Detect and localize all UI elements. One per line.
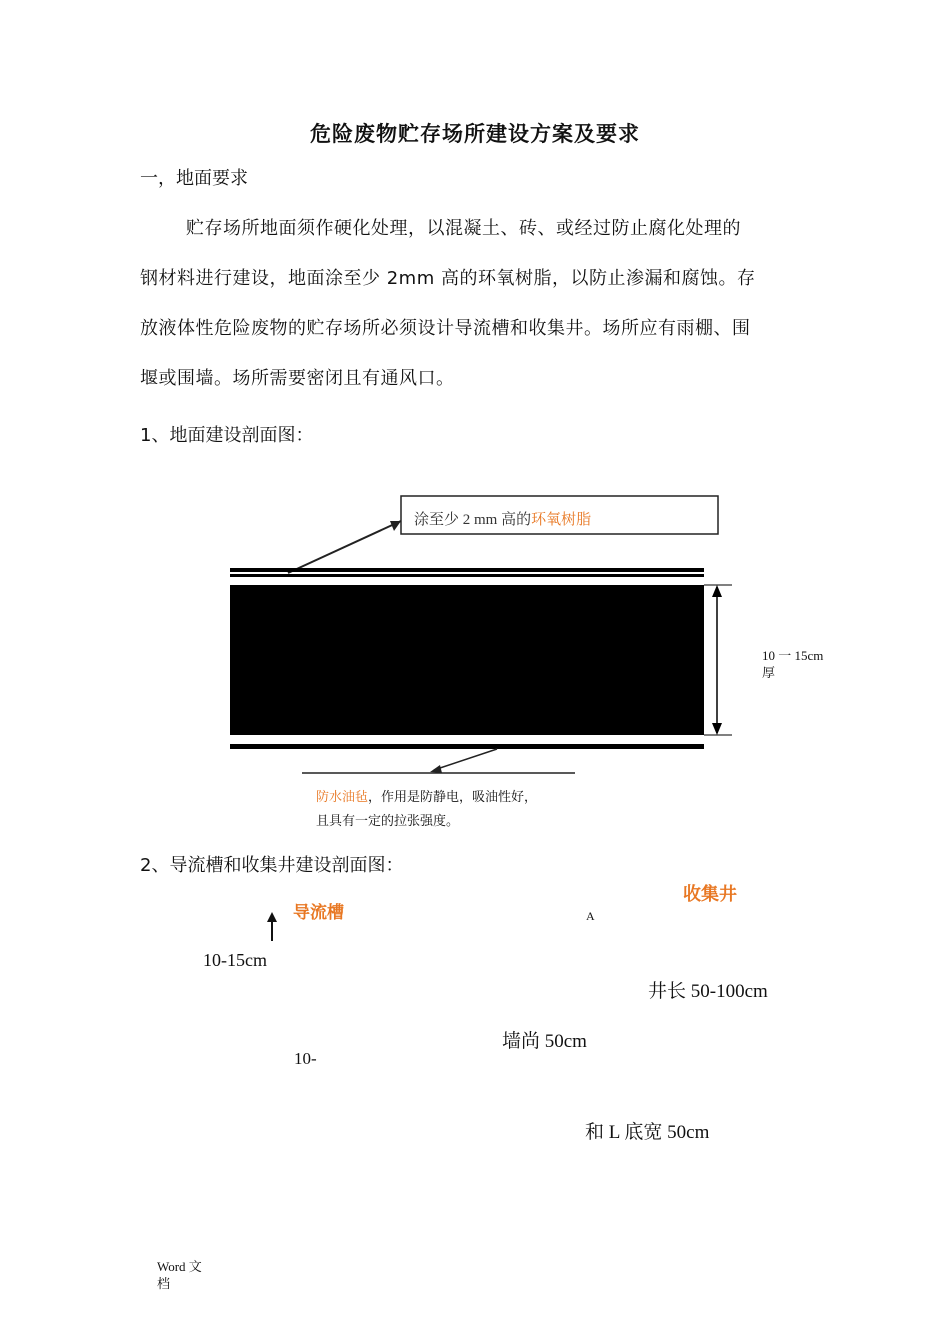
felt-highlight: 防水油毡 bbox=[316, 790, 369, 805]
thickness-label-line2: 厚 bbox=[762, 665, 776, 680]
felt-pointer-arrow bbox=[434, 749, 497, 770]
trench-label bbox=[293, 898, 344, 923]
thickness-arrow-down bbox=[712, 723, 722, 735]
footer-line-2: 档 bbox=[157, 1276, 171, 1291]
epoxy-label-text: 涂至少 2 mm 高的 bbox=[414, 512, 532, 528]
section-heading-ground: 一，地面要求 bbox=[140, 168, 248, 189]
trench-up-arrow bbox=[262, 910, 282, 944]
epoxy-layer-bottom bbox=[230, 574, 704, 577]
marker-a: A bbox=[586, 909, 595, 923]
subheading-ground-section: 1、地面建设剖面图： bbox=[140, 425, 314, 446]
thickness-arrow-up bbox=[712, 585, 722, 597]
paragraph-line-3: 放液体性危险废物的贮存场所必须设计导流槽和收集井。场所应有雨棚、围 bbox=[140, 318, 751, 339]
felt-label bbox=[316, 786, 537, 805]
well-label: 收集井 bbox=[683, 884, 737, 905]
footer-line-1: Word 文 bbox=[157, 1259, 202, 1274]
felt-label-line2 bbox=[316, 809, 460, 829]
depth-label-2 bbox=[294, 1049, 317, 1068]
paragraph-line-2: 钢材料进行建设，地面涂至少 2mm 高的环氧树脂，以防止渗漏和腐蚀。存 bbox=[140, 268, 756, 289]
paragraph-line-1: 贮存场所地面须作硬化处理，以混凝土、砖、或经过防止腐化处理的 bbox=[186, 218, 741, 239]
subheading-trench-well-section: 2、导流槽和收集井建设剖面图： bbox=[140, 855, 404, 876]
depth-label bbox=[203, 950, 267, 969]
felt-arrowhead bbox=[430, 765, 442, 773]
depth-label-text: 10-15cm bbox=[203, 950, 267, 970]
felt-label-line2-text: 且具有一定的拉张强度。 bbox=[316, 814, 460, 829]
concrete-slab bbox=[230, 585, 704, 735]
wall-height-label: 墙尚 50cm bbox=[502, 1031, 587, 1052]
depth-label-2-text: 10- bbox=[294, 1049, 317, 1068]
well-length-label: 井长 50-100cm bbox=[648, 981, 768, 1002]
felt-layer bbox=[230, 744, 704, 749]
epoxy-label bbox=[414, 508, 591, 529]
paragraph-line-4: 堰或围墙。场所需要密闭且有通风口。 bbox=[140, 368, 455, 389]
bottom-width-label: 和 L 底宽 50cm bbox=[585, 1122, 710, 1143]
epoxy-pointer-arrow bbox=[288, 521, 401, 573]
epoxy-highlight: 环氧树脂 bbox=[531, 512, 592, 528]
felt-description: ，作用是防静电，吸油性好， bbox=[368, 790, 538, 805]
epoxy-layer-top bbox=[230, 568, 704, 572]
trench-label-text: 导流槽 bbox=[293, 903, 344, 923]
thickness-label-line1: 10 一 15cm bbox=[762, 648, 824, 663]
page-title: 危险废物贮存场所建设方案及要求 bbox=[310, 122, 640, 146]
